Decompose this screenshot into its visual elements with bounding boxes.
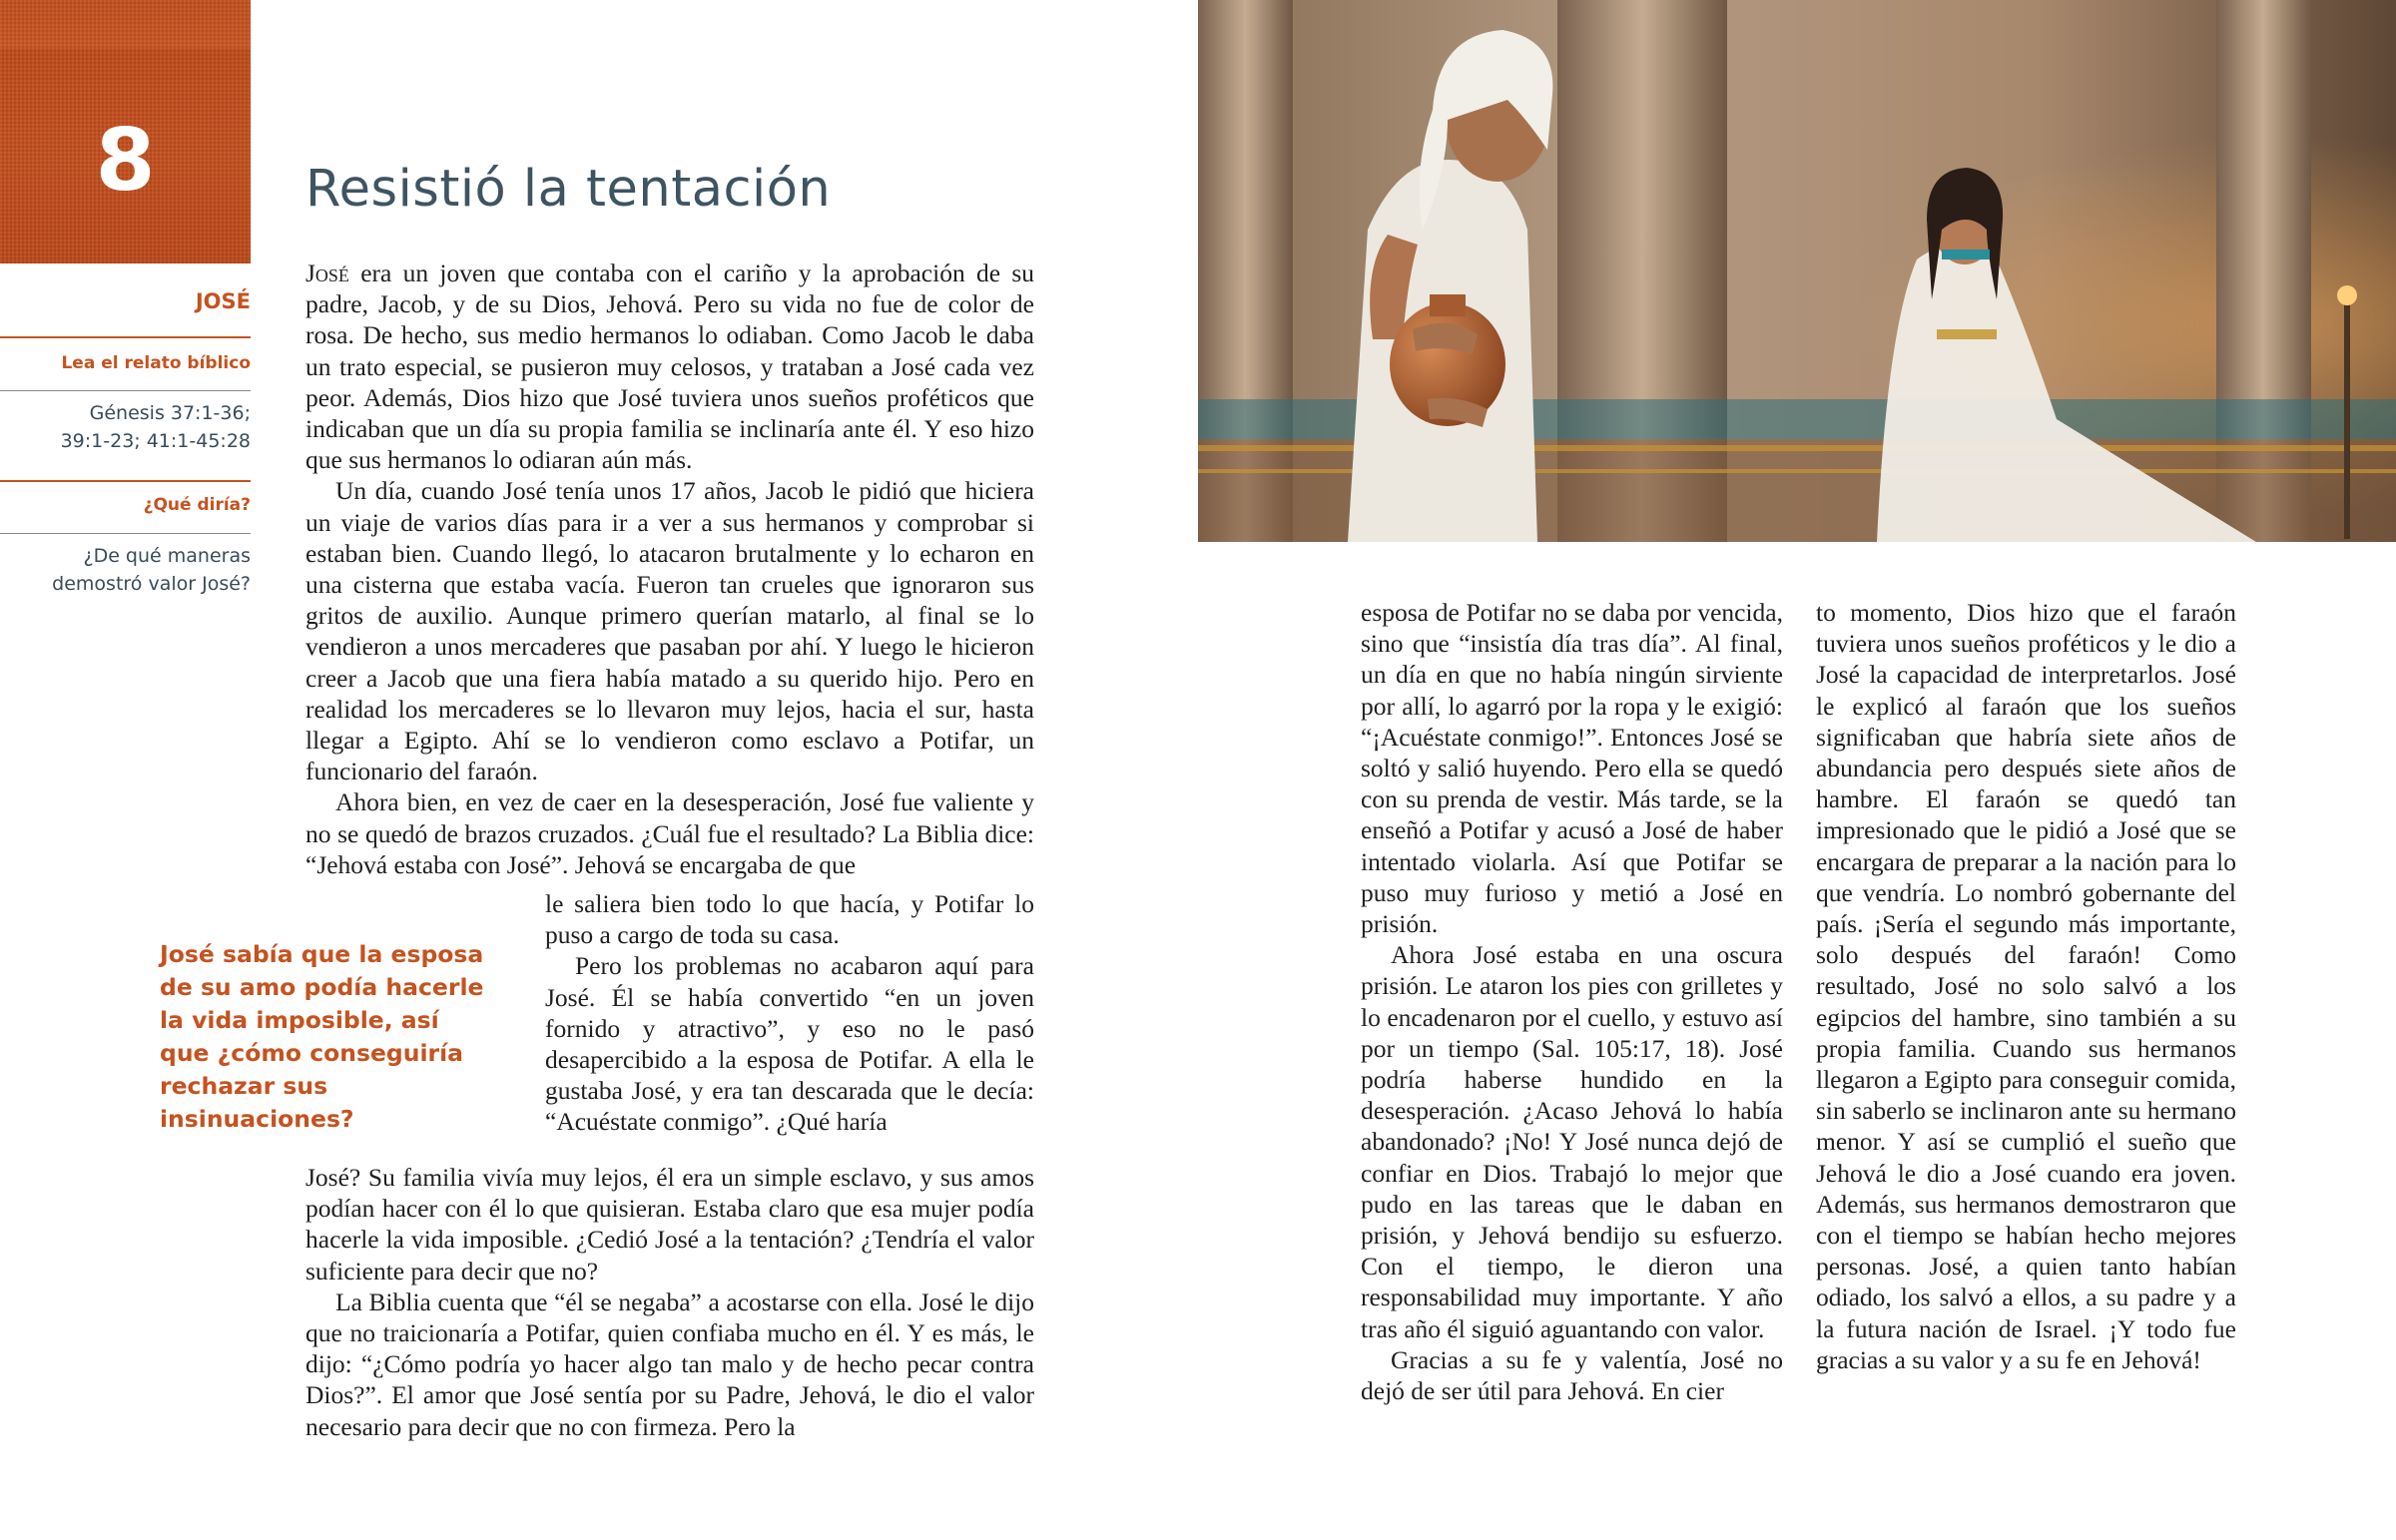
article-paragraph: Un día, cuando José tenía unos 17 años, Jacob le pidió que hiciera un viaje de varios días para ir a ver a sus hermanos y comprobar si estaban bien. Cuando llegó, lo atacaron brutalmente y lo echaron en una cisterna que estaba vacía. Fueron tan crueles que ignoraron sus gritos de auxilio. Aunque primero querían matarlo, al final se lo vendieron a unos mercaderes que pasaban por ahí. Y luego le hicieron creer a Jacob que una fiera había matado a su querido hijo. Pero en realidad los mercaderes se lo llevaron muy lejos, hacia el sur, hasta llegar a Egipto. Ahí se lo vendieron como esclavo a Potifar, un funcionario del faraón. [305, 476, 1034, 786]
sidebar-read-label: Lea el relato bíblico [61, 353, 251, 373]
article-paragraph: Pero los problemas no acabaron aquí para José. Él se había convertido “en un joven fornido y atractivo”, y eso no le pasó desapercibido a la esposa de Potifar. A ella le gustaba José, y era tan descarada que le decía: “Acuéstate conmigo”. ¿Qué haría [545, 951, 1034, 1137]
article-paragraph: La Biblia cuenta que “él se negaba” a acostarse con ella. José le dijo que no traicionaría a Potifar, quien confiaba mucho en él. Y es más, le dijo: “¿Cómo podría yo hacer algo tan malo y de hecho pecar contra Dios?”. El amor que José sentía por su Padre, Jehová, le dio el valor necesario para decir que no con firmeza. Pero la [305, 1286, 1034, 1441]
sidebar-divider [0, 336, 251, 338]
article-column [305, 1162, 1034, 1442]
lead-word: José [305, 258, 349, 287]
article-paragraph: Ahora bien, en vez de caer en la desesperación, José fue valiente y no se quedó de brazos cruzados. ¿Cuál fue el resultado? La Biblia dice: “Jehová estaba con José”. Jehová se encargaba de que [305, 787, 1034, 879]
article-column [1361, 597, 1783, 1406]
sidebar-reference-line: Génesis 37:1-36; [89, 402, 251, 424]
article-paragraph: to momento, Dios hizo que el faraón tuviera unos sueños proféticos y le dio a José la capacidad de interpretarlos. José le explicó al faraón que los sueños significaban que habría siete años de abundancia pero después siete años de hambre. El faraón se quedó tan impresionado que le pidió a José que se encargara de preparar a la nación para lo que vendría. Lo nombró gobernante del país. ¡Sería el segundo más importante, solo después del faraón! Como resultado, José no solo salvó a los egipcios del hambre, sino también a su propia familia. Cuando sus hermanos llegaron a Egipto para conseguir comida, sin saberlo se inclinaron ante su hermano menor. Y así se cumplió el sueño que Jehová le dio a José cuando era joven. Además, sus hermanos demostraron que con el tiempo se habían hecho mejores personas. José, a quien tanto habían odiado, los salvó a ellos, a su padre y a la futura nación de Israel. ¡Y todo fue gracias a su valor y a su fe en Jehová! [1816, 598, 2236, 1374]
sidebar-divider [0, 533, 251, 534]
article-paragraph: esposa de Potifar no se daba por vencida, sino que “insistía día tras día”. Al final, un día en que no había ningún sirviente por allí, lo agarró por la ropa y le exigió: “¡Acuéstate conmigo!”. Entonces José se soltó y salió huyendo. Pero ella se quedó con su prenda de vestir. Más tarde, se la enseñó a Potifar y acusó a José de haber intentado violarla. Así que Potifar se puso muy furioso y metió a José en prisión. [1361, 598, 1783, 939]
sidebar-divider [0, 480, 251, 482]
article-column [305, 257, 1034, 880]
page-title: Resistió la tentación [305, 160, 832, 219]
sidebar-reference-line: 39:1-23; 41:1-45:28 [60, 430, 251, 452]
chapter-number: 8 [95, 111, 156, 211]
sidebar-question: ¿De qué maneras demostró valor José? [52, 545, 251, 595]
article-column [1816, 597, 2236, 1375]
sidebar-question-label: ¿Qué diría? [143, 495, 251, 515]
pull-quote: José sabía que la esposa de su amo podía hacerle la vida imposible, así que ¿cómo conseguiría rechazar sus insinuaciones? [160, 940, 484, 1133]
chapter-tab [0, 0, 251, 263]
illustration-joseph-and-potiphars-wife [1198, 0, 2396, 542]
article-paragraph: Gracias a su fe y valentía, José no dejó de ser útil para Jehová. En cier [1361, 1344, 1783, 1406]
article-paragraph: José? Su familia vivía muy lejos, él era un simple esclavo, y sus amos podían hacer con él lo que quisieran. Estaba claro que esa mujer podía hacerle la vida imposible. ¿Cedió José a la tentación? ¿Tendría el valor suficiente para decir que no? [305, 1163, 1034, 1285]
sidebar-character-name: JOSÉ [195, 289, 251, 313]
article-paragraph [305, 257, 1034, 475]
illustration-image [1198, 0, 2396, 542]
article-paragraph: Ahora José estaba en una oscura prisión. Le ataron los pies con grilletes y lo encadenaron por el cuello, y estuvo así por un tiempo (Sal. 105:17, 18). José podría haberse hundido en la desesperación. ¿Acaso Jehová lo había abandonado? ¡No! Y José nunca dejó de confiar en Dios. Trabajó lo mejor que pudo en las tareas que le daban en prisión, y Jehová bendijo su esfuerzo. Con el tiempo, le dieron una responsabilidad muy importante. Y año tras año él siguió aguantando con valor. [1361, 940, 1783, 1343]
article-paragraph: le saliera bien todo lo que hacía, y Potifar lo puso a cargo de toda su casa. [545, 889, 1034, 950]
sidebar-divider [0, 390, 251, 391]
paragraph-text: era un joven que contaba con el cariño y la aprobación de su padre, Jacob, y de su Dios, Jehová. Pero su vida no fue de color de rosa. De hecho, sus medio hermanos lo odiaban. Como Jacob le daba un trato especial, se pusieron muy celosos, y trataban a José cada vez peor. Además, Dios hizo que José tuviera unos sueños proféticos que indicaban que un día su propia familia se inclinaría ante él. Y eso hizo que sus hermanos lo odiaran aún más. [305, 258, 1034, 475]
article-column-narrow [545, 888, 1034, 1138]
sidebar-bible-references [61, 399, 251, 455]
